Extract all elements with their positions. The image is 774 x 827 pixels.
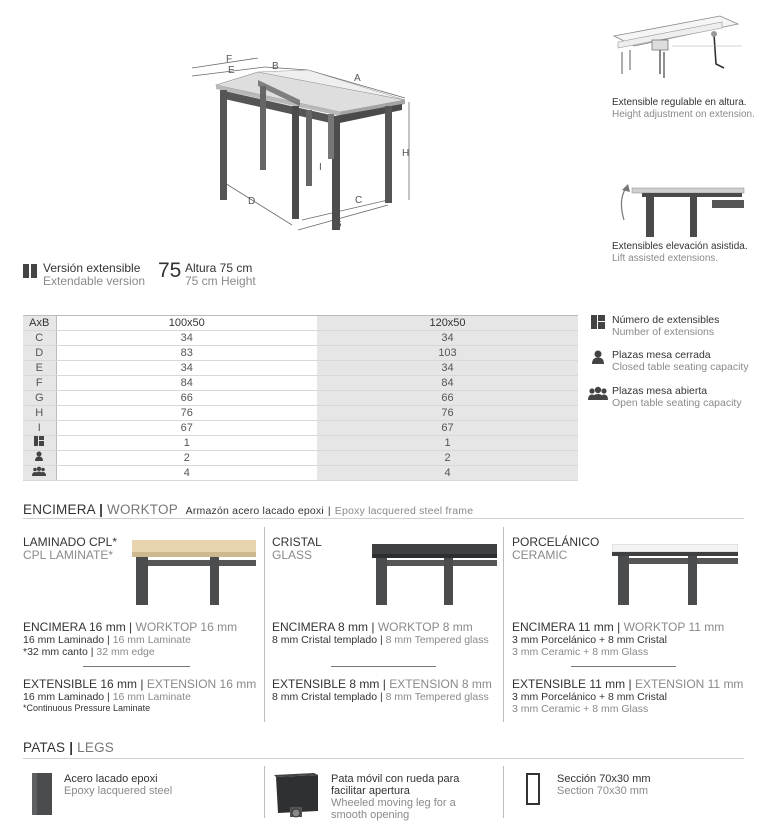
glass-a-en: WORKTOP 8 mm (377, 620, 473, 634)
glass-a-es: ENCIMERA 8 mm (272, 620, 369, 634)
cell-120x50: 4 (317, 466, 578, 481)
ceramic-b-en: EXTENSION 11 mm (634, 677, 744, 691)
epoxy-leg-image (30, 773, 54, 815)
ceramic-name-en: CERAMIC (512, 548, 568, 562)
leg-epoxy-es: Acero lacado epoxi (64, 773, 158, 785)
row-icon-cell (23, 436, 56, 451)
worktop-ceramic-name (512, 536, 622, 562)
cell-100x50: 34 (56, 361, 317, 376)
person-icon (34, 451, 44, 461)
divider (571, 666, 676, 667)
feature-height-adjust-es: Extensible regulable en altura. (612, 97, 747, 108)
row-label: I (23, 421, 56, 436)
person-icon (590, 350, 606, 364)
leg-wheeled-es: Pata móvil con rueda para facilitar apertura (331, 773, 460, 797)
cell-120x50: 1 (317, 436, 578, 451)
cell-120x50: 103 (317, 346, 578, 361)
cpl-b-es: EXTENSIBLE 16 mm (23, 677, 138, 691)
legend-closed-en: Closed table seating capacity (612, 361, 749, 373)
table-header-100x50: 100x50 (56, 316, 317, 331)
table-row (23, 451, 578, 466)
ceramic-b1-en: 3 mm Ceramic + 8 mm Glass (512, 703, 649, 715)
worktop-section-title: ENCIMERA | WORKTOP Armazón acero lacado epoxi | Epoxy lacquered steel frame (23, 502, 474, 517)
group-icon (588, 386, 608, 400)
column-separator (264, 527, 265, 722)
extensions-icon (34, 436, 44, 446)
glass-a1-en: 8 mm Tempered glass (385, 634, 489, 646)
cpl-a1-en: 16 mm Laminate (112, 634, 191, 646)
glass-name-es: CRISTAL (272, 535, 322, 549)
height-es: Altura 75 cm (185, 261, 253, 275)
glass-worktop-image (372, 544, 497, 606)
table-header-120x50: 120x50 (317, 316, 578, 331)
glass-extension-specs: EXTENSIBLE 8 mm | EXTENSION 8 mm 8 mm Cristal templado | 8 mm Tempered glass (272, 677, 492, 703)
table-row (23, 346, 578, 361)
table-row (23, 391, 578, 406)
cell-100x50: 2 (56, 451, 317, 466)
worktop-divider (23, 518, 744, 519)
cell-100x50: 66 (56, 391, 317, 406)
leg-epoxy-en: Epoxy lacquered steel (64, 785, 173, 797)
ceramic-a1-es: 3 mm Porcelánico + 8 mm Cristal (512, 634, 667, 646)
laminate-worktop-image (132, 538, 256, 606)
cpl-worktop-specs: ENCIMERA 16 mm | WORKTOP 16 mm 16 mm Laminado | 16 mm Laminate *32 mm canto | 32 mm edge (23, 620, 238, 658)
cpl-b1-es: 16 mm Laminado (23, 691, 105, 703)
ceramic-name-es: PORCELÁNICO (512, 535, 600, 549)
height-label (185, 262, 256, 288)
height-number: 75 (158, 259, 182, 282)
cpl-b1-en: 16 mm Laminate (112, 691, 191, 703)
table-header-axb: AxB (23, 316, 56, 331)
cell-100x50: 1 (56, 436, 317, 451)
cpl-a2-en: 32 mm edge (96, 646, 155, 658)
leg-wheeled-text (331, 773, 491, 821)
legs-divider (23, 758, 744, 759)
wheeled-leg-image (272, 773, 322, 819)
ceramic-a1-en: 3 mm Ceramic + 8 mm Glass (512, 646, 649, 658)
diagram-label-d: D (248, 196, 256, 207)
feature-lift-assist-es: Extensibles elevación asistida. (612, 241, 748, 252)
legend-extensions-en: Number of extensions (612, 326, 715, 338)
leg-epoxy-text (64, 773, 254, 797)
diagram-label-f: F (226, 54, 233, 65)
table-row (23, 436, 578, 451)
worktop-subtitle-es: Armazón acero lacado epoxi (185, 505, 324, 517)
cell-120x50: 67 (317, 421, 578, 436)
cpl-extension-specs: EXTENSIBLE 16 mm | EXTENSION 16 mm 16 mm Laminado | 16 mm Laminate *Continuous Pressure Laminate (23, 678, 263, 714)
cell-100x50: 4 (56, 466, 317, 481)
table-header-row (23, 316, 578, 331)
table-row (23, 331, 578, 346)
table-row (23, 376, 578, 391)
feature-height-adjust-en: Height adjustment on extension. (612, 109, 755, 120)
cpl-a1-es: 16 mm Laminado (23, 634, 105, 646)
glass-b1-en: 8 mm Tempered glass (385, 691, 489, 703)
feature-lift-assist-en: Lift assisted extensions. (612, 253, 719, 264)
cpl-name-en: CPL LAMINATE* (23, 548, 114, 562)
dimensions-table (23, 315, 578, 481)
row-label: D (23, 346, 56, 361)
cell-120x50: 84 (317, 376, 578, 391)
worktop-title-sep: | (99, 502, 104, 517)
cell-120x50: 66 (317, 391, 578, 406)
feature-height-adjust (612, 97, 772, 121)
diagram-label-h: H (402, 148, 410, 159)
column-separator (503, 527, 504, 722)
cell-100x50: 83 (56, 346, 317, 361)
cell-100x50: 67 (56, 421, 317, 436)
height-en: 75 cm Height (185, 274, 256, 288)
cell-120x50: 76 (317, 406, 578, 421)
worktop-subtitle-en: Epoxy lacquered steel frame (334, 505, 474, 517)
table-row (23, 406, 578, 421)
cell-100x50: 34 (56, 331, 317, 346)
extensions-icon (23, 264, 39, 280)
cpl-note: *Continuous Pressure Laminate (23, 703, 151, 713)
glass-b-es: EXTENSIBLE 8 mm (272, 677, 380, 691)
legend-open-es: Plazas mesa abierta (612, 385, 708, 397)
version-en: Extendable version (43, 274, 146, 288)
worktop-glass-name (272, 536, 372, 562)
legs-title-es: PATAS (23, 740, 66, 755)
worktop-cpl-name (23, 536, 133, 562)
column-separator (503, 766, 504, 818)
ceramic-worktop-specs: ENCIMERA 11 mm | WORKTOP 11 mm 3 mm Porcelánico + 8 mm Cristal 3 mm Ceramic + 8 mm Glass (512, 621, 752, 658)
legs-section-title (23, 740, 114, 755)
cell-120x50: 2 (317, 451, 578, 466)
version-es: Versión extensible (43, 261, 141, 275)
feature-lift-assist (612, 241, 772, 265)
glass-name-en: GLASS (272, 548, 313, 562)
legs-title-sep: | (69, 740, 74, 755)
glass-b1-es: 8 mm Cristal templado (272, 691, 378, 703)
legend-open-en: Open table seating capacity (612, 397, 742, 409)
row-icon-cell (23, 466, 56, 481)
row-label: C (23, 331, 56, 346)
ceramic-b1-es: 3 mm Porcelánico + 8 mm Cristal (512, 691, 667, 703)
divider (83, 666, 190, 667)
ceramic-extension-specs: EXTENSIBLE 11 mm | EXTENSION 11 mm 3 mm Porcelánico + 8 mm Cristal 3 mm Ceramic + 8 mm Glass (512, 678, 752, 715)
diagram-label-i: I (319, 162, 322, 173)
legend-extensions-es: Número de extensibles (612, 314, 720, 326)
divider (331, 666, 436, 667)
cpl-a2-es: *32 mm canto (23, 646, 88, 658)
group-icon (32, 466, 46, 476)
glass-a1-es: 8 mm Cristal templado (272, 634, 378, 646)
cpl-b-en: EXTENSION 16 mm (146, 677, 257, 691)
lift-assisted-illustration (612, 180, 747, 240)
row-label: G (23, 391, 56, 406)
ceramic-a-es: ENCIMERA 11 mm (512, 620, 614, 634)
version-label (43, 262, 145, 288)
ceramic-worktop-image (612, 544, 738, 606)
diagram-label-e: E (228, 65, 235, 76)
table-dimension-diagram (180, 50, 420, 240)
glass-b-en: EXTENSION 8 mm (389, 677, 492, 691)
leg-wheeled-en: Wheeled moving leg for a smooth opening (331, 797, 456, 821)
legs-title-en: LEGS (77, 740, 114, 755)
row-icon-cell (23, 451, 56, 466)
extensions-icon (590, 315, 606, 329)
cell-100x50: 84 (56, 376, 317, 391)
leg-section-en: Section 70x30 mm (557, 785, 649, 797)
worktop-title-es: ENCIMERA (23, 502, 96, 517)
ceramic-b-es: EXTENSIBLE 11 mm (512, 677, 626, 691)
diagram-label-c: C (355, 195, 363, 206)
cpl-a-en: WORKTOP 16 mm (135, 620, 238, 634)
row-label: H (23, 406, 56, 421)
cell-120x50: 34 (317, 331, 578, 346)
height-adjustment-illustration (612, 12, 752, 92)
cpl-name-es: LAMINADO CPL* (23, 535, 118, 549)
row-label: E (23, 361, 56, 376)
row-label: F (23, 376, 56, 391)
section-profile-icon (525, 773, 543, 805)
diagram-label-g: G (334, 219, 342, 230)
worktop-title-en: WORKTOP (107, 502, 178, 517)
diagram-label-a: A (354, 73, 361, 84)
cpl-a-es: ENCIMERA 16 mm (23, 620, 126, 634)
table-row (23, 361, 578, 376)
table-row (23, 466, 578, 481)
diagram-label-b: B (272, 61, 279, 72)
table-row (23, 421, 578, 436)
glass-worktop-specs: ENCIMERA 8 mm | WORKTOP 8 mm 8 mm Cristal templado | 8 mm Tempered glass (272, 620, 489, 646)
ceramic-a-en: WORKTOP 11 mm (623, 620, 725, 634)
legend-closed-es: Plazas mesa cerrada (612, 349, 711, 361)
leg-section-text (557, 773, 747, 797)
column-separator (264, 766, 265, 818)
leg-section-es: Sección 70x30 mm (557, 773, 651, 785)
cell-100x50: 76 (56, 406, 317, 421)
cell-120x50: 34 (317, 361, 578, 376)
